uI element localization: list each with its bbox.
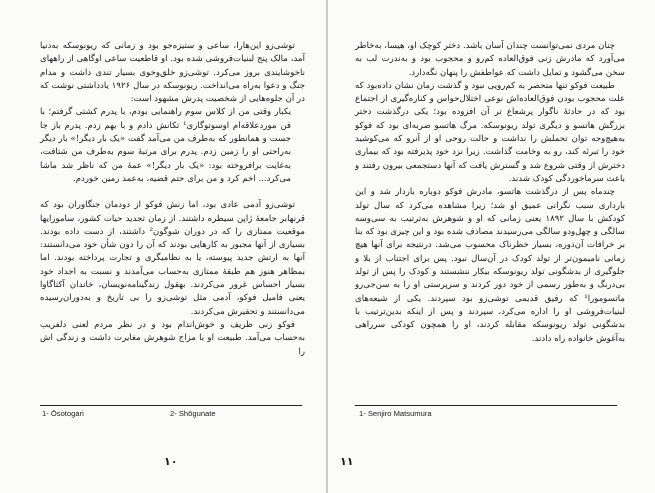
- page-number: ۱۱: [340, 455, 354, 468]
- footnote-divider: [355, 405, 617, 406]
- right-page-text: [355, 40, 625, 346]
- quote-paragraph: یکبار وقتی من از کلاس سوم راهنمایی بودم، با پدرم کشتی گرفتم؛ با فن موردعلاقه‌ام اوسوتوگاری¹ تکانش دادم و با بهم زدم. پدرم باز جا جست و همانطور که به‌طرف من می‌آمد گفت «یک بار دیگر!» بار دیگر به‌راحتی او را زمین زدم. پدرم برای مرتبهٔ سوم به‌طرف من شتافت، به‌غایت برافروخته بود: «یک بار دیگر!» عمهٔ من که ناظر شد ماشا می‌کرد... اخم کرد و من برای حتم قضیه، به‌عمد زمین خوردم.: [40, 107, 291, 184]
- footnote-2: 2- Shōgunate: [170, 409, 216, 418]
- footnote-divider: [40, 405, 302, 406]
- page-number: ۱۰: [164, 455, 178, 468]
- paragraph: فوکو زنی ظریف و خوش‌اندام بود و در نظر مردم لعنی دلفریب به‌حساب می‌آمد. طبیعت او با مزاج شوهرش مغایرت داشت و زندگی اش را: [40, 319, 305, 357]
- paragraph: طبیعت فوکو تنها منحصر به کم‌رویی نبود و گذشت زمان نشان داده‌بود که علت محجوب بودن فوق‌العاده‌اش نوعی اختلال‌حواس و کناره‌گیری از اجتماع بود که در حادثهٔ ناگوار پرشعاع تر آن افزوده بود؛ یکی درگذشت دختر بزرگش هاتسو و دیگری تولد ریونوسکه. مرگ هاتسو ضربه‌ای بود که فوکو به‌هیچ‌وجه توان تحملش را نداشت و حالت روحی او از آنرو که می‌کوشید خود را تبرئه کند، رو به وخامت گذاشت. زیرا نزد خود پذیرفته بود که بیماری دخترش از وقتی شروع شد و گسترش یافت که آنها دستجمعی بیرون رفتند و باعث سرماخوردگی کودک شدند.: [355, 80, 625, 184]
- left-page-text: [40, 40, 305, 359]
- paragraph: چندماه پس از درگذشت هاتسو، مادرش فوکو دوباره باردار شد و این بارداری سبب نگرانی عمیق او شد؛ زیرا مشاهده می‌کرد که سال تولد کودکش با سال ۱۸۹۲ یعنی زمانی که او و شوهرش به‌ترتیب به سی‌وسه سالگی و چهل‌ودو سالگی می‌رسیدند مصادف شده بود و این چیزی بود که بنا بر خرافات آن‌دوره، بسیار خطرناک محسوب می‌شد. درنتیجه برای آنها هیچ زمانی نامیمون‌تر از تولد کودک در آن‌سال نبود. پس برای اجتناب از بلا و جلوگیری از بدشگونی تولد ریونوسکه بیکار ننشستند و کودک را پس از تولد بی‌درنگ و به‌طور رسمی از خود دور کردند و سرپرستی او را به سن‌جی‌رو ماتسومورا¹ که رفیق قدیمی توشی‌زو بود سپردند. یکی از شیعه‌های لبنیات‌فروشی او را اداره می‌کرد، سپردند و پس از اینکه بدین‌ترتیب با بدشگونی تولد ریونوسکه مقابله کردند، او را همچون کودکی سرراهی به‌آغوش خانواده راه دادند.: [355, 187, 625, 344]
- paragraph: توشی‌زو این‌هارا، ساعی و ستیزه‌جو بود و زمانی که ریونوسکه به‌دنیا آمد، مالک پنج لبنیات‌فروشی شده بود. او قاطعیت ساعی اوگاهی از راههای ناخوشایندی بروز می‌کرد. توشی‌زو خلق‌وخوی بسیار تندی داشت و مدام جنگ و دعوا به‌راه می‌انداخت. ریونوسکه در سال ۱۹۲۶ یادداشتی نوشت که در آن جلوه‌هایی از شخصیت پدرش مشهود است:: [40, 41, 306, 105]
- paragraph: چنان مردی نمی‌توانست چندان آسان باشد. دختر کوچک او، هیسا، به‌خاطر می‌آورد که مادرش زنی فوق‌العاده کم‌رو و محجوب بود و به‌ندرت لب به سخن می‌گشود و تمایل داشت که عواطفش را پنهان نگه‌دارد.: [355, 41, 625, 78]
- left-page: [0, 0, 327, 493]
- footnote-1: 1- Ōsotogari: [42, 409, 84, 418]
- right-page: [328, 0, 655, 493]
- paragraph: توشی‌زو آدمی عادی بود، اما زنش فوکو از دودمان جنگاوران بود که قرنهابر جامعهٔ ژاپن سیطره داشتند. از زمان تجدید حیات کشور، سامورایها موقعیت ممتازی را که در دوران شوگون² داشتند، از دست داده بودند. بسیاری از آنها مجبور به کارهایی بودند که آن را دون شأن خود می‌دانستند: آنها به ارتش جدید پیوسته، یا به نظامیگری و تجارت پرداخته بودند. اما بمظاهر هنوز هم طبقهٔ ممتازی به‌حساب می‌آمدند و نسبت به اجداد خود بسیار احساس غرور می‌کردند. بهقول زندگینامه‌نویسان، خاندان آکتاگاوا یعنی فامیل فوکو، آدمی مثل توشی‌زو را بی تاریخ و به‌دوران‌رسیده می‌دانستند و تحقیرش می‌کردند.: [40, 200, 305, 317]
- footnote-1: 1- Senjiro Matsumura: [359, 409, 432, 418]
